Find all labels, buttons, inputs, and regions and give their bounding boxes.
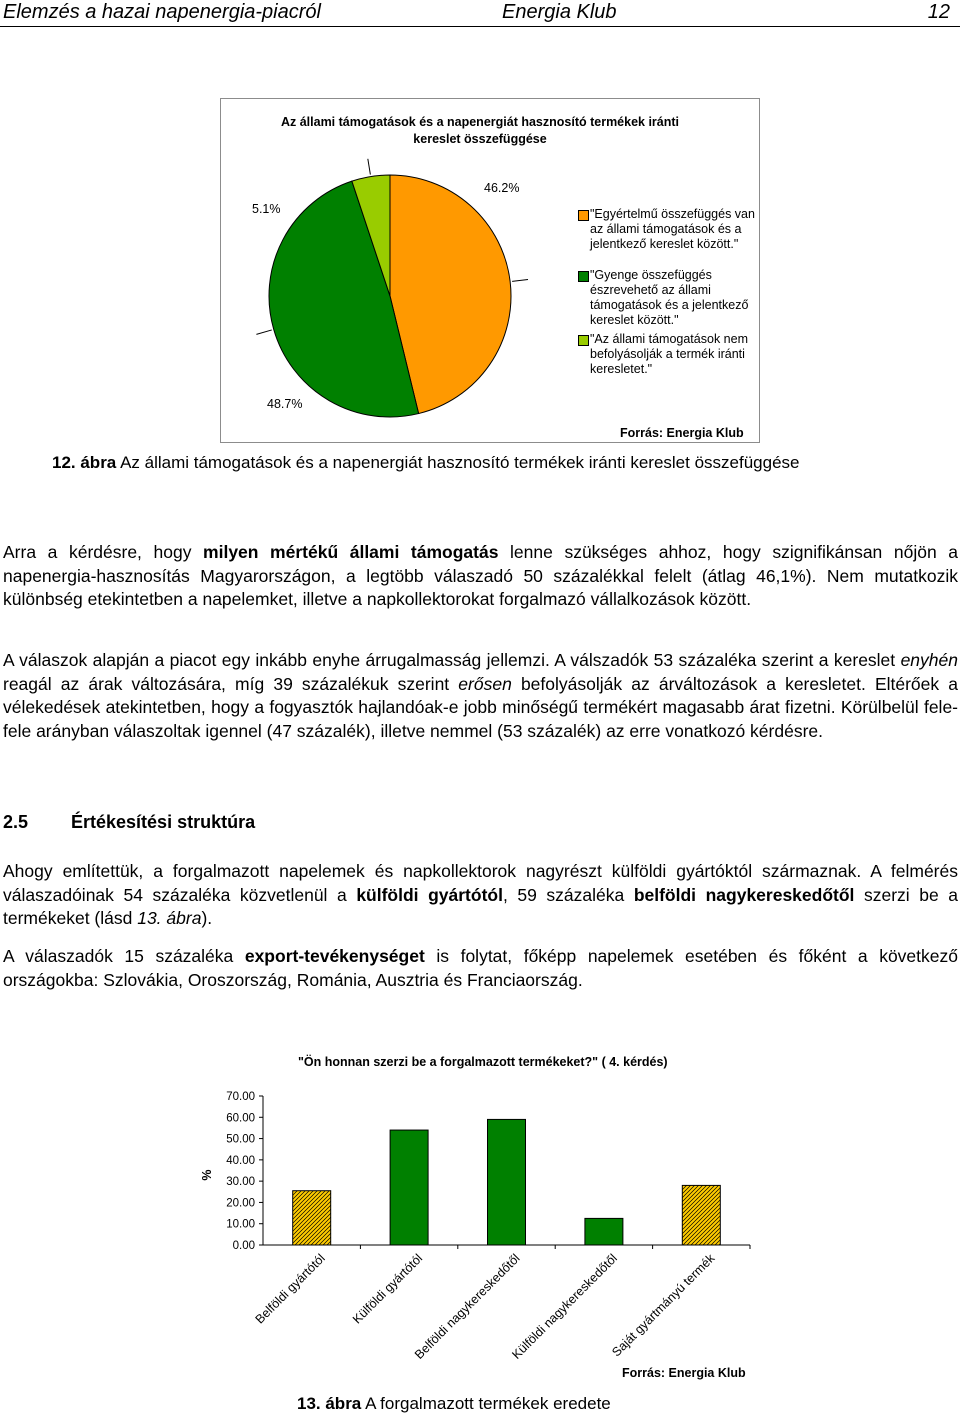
caption-text: Az állami támogatások és a napenergiát hasznosító termékek iránti kereslet összefüggése (120, 453, 800, 472)
legend-item-light-green (578, 332, 758, 382)
pie-chart (0, 0, 960, 460)
caption-number: 13. ábra (297, 1394, 362, 1413)
figure-caption-12 (52, 453, 799, 473)
x-tick-label: Saját gyártmányú termék (609, 1251, 718, 1360)
legend-label: "Gyenge összefüggés észrevehető az állami támogatások és a jelentkező kereslet között." (590, 268, 749, 327)
x-tick-label: Belföldi nagykereskedőtől (411, 1251, 523, 1362)
y-tick-label: 60.00 (226, 1112, 255, 1125)
bar-chart (0, 1080, 960, 1390)
bar (488, 1119, 526, 1245)
text-run: , 59 százaléka (502, 884, 634, 905)
pie-leader-line (256, 330, 271, 334)
caption-number: 12. ábra (52, 453, 117, 472)
pie-label-green-light: 5.1% (252, 202, 281, 216)
legend-label: "Egyértelmű összefüggés van az állami támogatások és a jelentkező kereslet között." (590, 207, 755, 251)
legend-swatch (578, 335, 589, 346)
legend-swatch (578, 271, 589, 282)
text-run: reagál az árak változására, míg 39 százalékuk szerint (3, 673, 459, 694)
y-tick-label: 40.00 (226, 1154, 255, 1167)
y-tick-label: 70.00 (226, 1091, 255, 1103)
paragraph-4 (3, 945, 958, 992)
y-tick-label: 0.00 (232, 1240, 255, 1252)
y-tick-label: 20.00 (226, 1197, 255, 1210)
section-heading (3, 812, 255, 833)
y-tick-label: 10.00 (226, 1218, 255, 1231)
text-run-bold: belföldi nagykereskedőtől (633, 884, 855, 905)
text-run: szerzi be a termékeket (lásd (3, 884, 958, 928)
text-run: is folytat, főképp napelemek esetében és főként a következő országokba: Szlovákia, Oroszország, Románia, Ausztria és Franciaország. (3, 946, 958, 990)
chart2-source: Forrás: Energia Klub (622, 1366, 746, 1380)
bar (293, 1191, 331, 1245)
x-tick-label: Külföldi nagykereskedőtől (509, 1251, 621, 1362)
text-run: Ahogy említettük, a forgalmazott napelemek és napkollektorok nagyrészt külföldi gyártóktól származnak. A felmérés válaszadóinak 54 százaléka közvetlenül a (3, 861, 958, 905)
paragraph-3 (3, 860, 958, 931)
legend-swatch (578, 210, 589, 221)
bar (682, 1185, 720, 1245)
text-run: Arra a kérdésre, hogy (3, 542, 204, 562)
text-run: lenne szükséges ahhoz, hogy szignifikánsan nőjön a napenergia-hasznosítás Magyarországon, a legtöbb válaszadó 50 százalékkal felelt (átlag 46,1%). Nem mutatkozik különbség etekintetben a napelemket, illetve a napkollektorokat forgalmazó vállalkozások között. (3, 542, 959, 609)
x-tick-label: Külföldi gyártótól (349, 1251, 426, 1327)
text-run-bold: külföldi gyártótól (356, 884, 503, 905)
y-axis-label: % (200, 1169, 214, 1181)
y-tick-label: 50.00 (226, 1133, 255, 1146)
chart1-source: Forrás: Energia Klub (620, 426, 744, 440)
text-run: A válaszadók 15 százaléka (3, 946, 245, 966)
y-tick-label: 30.00 (226, 1176, 255, 1189)
x-tick-label: Belföldi gyártótól (252, 1251, 328, 1327)
text-run-bold: milyen mértékű állami támogatás (203, 542, 499, 562)
text-run: befolyásolják az árváltozások a keresletet. Eltérőek a vélekedések atekintetben, hogy a fogyasztók hajlandóak-e jobb minőségű termékért magasabb árat fizetni. Körülbelül fele-fele arányban válaszoltak igennel (47 százalék), illetve nemmel (53 százalék) az erre vonatkozó kérdésre. (3, 673, 958, 741)
legend-item-green (578, 268, 758, 330)
caption-text: A forgalmazott termékek eredete (365, 1394, 611, 1413)
paragraph-2 (3, 649, 958, 743)
publisher-name: Energia Klub (502, 1, 617, 23)
document-title: Elemzés a hazai napenergia-piacról (3, 1, 321, 23)
pie-label-orange: 46.2% (484, 181, 520, 195)
page-number: 12 (927, 1, 950, 23)
figure-reference: 13. ábra (137, 908, 202, 928)
section-number: 2.5 (3, 812, 29, 832)
pie-chart-title: Az állami támogatások és a napenergiát hasznosító termékek iránti kereslet összefüggése (280, 115, 680, 146)
pie-leader-line (512, 279, 528, 281)
figure-caption-13 (297, 1394, 611, 1414)
section-title: Értékesítési struktúra (71, 812, 256, 832)
bar (390, 1130, 428, 1245)
pie-leader-line (368, 159, 371, 175)
paragraph-1 (3, 541, 958, 612)
legend-label: "Az állami támogatások nem befolyásolják a termék iránti keresletet." (590, 332, 748, 376)
text-run-italic: enyhén (900, 650, 958, 670)
text-run-bold: export-tevékenységet (244, 946, 425, 966)
text-run-italic: erősen (458, 673, 512, 694)
text-run: A válaszok alapján a piacot egy inkább enyhe árrugalmasság jellemzi. A válszadók 53 százaléka szerint a kereslet (3, 650, 901, 670)
bar-chart-title: "Ön honnan szerzi be a forgalmazott termékeket?" ( 4. kérdés) (298, 1055, 668, 1069)
bar (585, 1218, 623, 1245)
text-run: ). (201, 908, 213, 928)
pie-label-green: 48.7% (267, 397, 303, 411)
legend-item-orange (578, 207, 758, 257)
